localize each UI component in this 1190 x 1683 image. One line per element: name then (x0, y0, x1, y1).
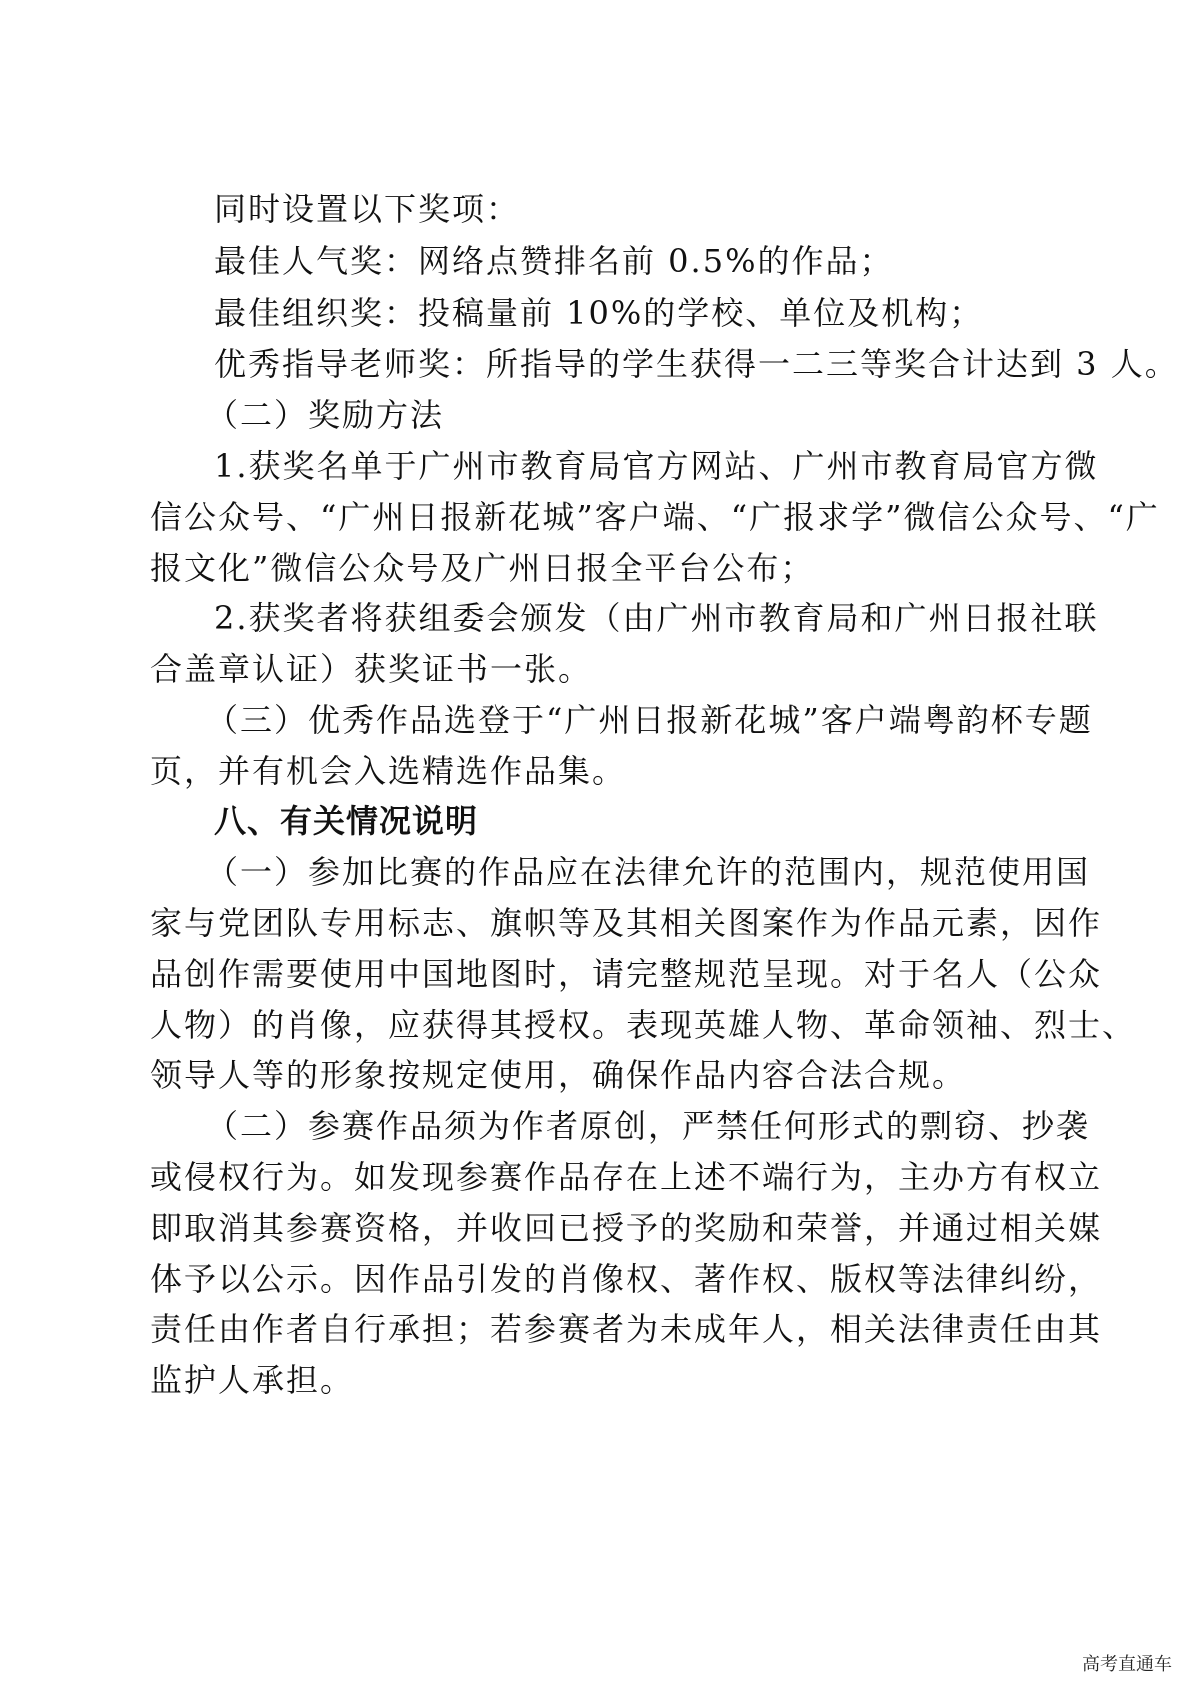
paragraph-line: 领导人等的形象按规定使用，确保作品内容合法合规。 (150, 1056, 967, 1094)
paragraph-line: 信公众号、“广州日报新花城”客户端、“广报求学”微信公众号、“广 (150, 498, 1160, 536)
section-reward-method: （二）奖励方法 (206, 396, 445, 434)
paragraph-line: 页，并有机会入选精选作品集。 (150, 752, 627, 790)
paragraph-line: 品创作需要使用中国地图时，请完整规范呈现。对于名人（公众 (150, 955, 1103, 993)
paragraph-line: （三）优秀作品选登于“广州日报新花城”客户端粤韵杯专题 (206, 701, 1093, 739)
paragraph-line: 即取消其参赛资格，并收回已授予的奖励和荣誉，并通过相关媒 (150, 1209, 1103, 1247)
watermark: 高考直通车 (1082, 1654, 1172, 1675)
paragraph-line: 或侵权行为。如发现参赛作品存在上述不端行为，主办方有权立 (150, 1158, 1103, 1196)
paragraph-line: 家与党团队专用标志、旗帜等及其相关图案作为作品元素，因作 (150, 904, 1103, 942)
section-heading: 八、有关情况说明 (214, 802, 479, 840)
paragraph-line: 2.获奖者将获组委会颁发（由广州市教育局和广州日报社联 (214, 599, 1099, 637)
paragraph-line: （二）参赛作品须为作者原创，严禁任何形式的剽窃、抄袭 (206, 1107, 1091, 1145)
award-intro: 同时设置以下奖项： (214, 190, 521, 228)
teacher-award: 优秀指导老师奖：所指导的学生获得一二三等奖合计达到 3 人。 (214, 345, 1179, 383)
paragraph-line: 人物）的肖像，应获得其授权。表现英雄人物、革命领袖、烈士、 (150, 1006, 1137, 1044)
organization-award: 最佳组织奖：投稿量前 10%的学校、单位及机构； (214, 294, 984, 332)
paragraph-line: 1.获奖名单于广州市教育局官方网站、广州市教育局官方微 (214, 447, 1099, 485)
paragraph-line: 合盖章认证）获奖证书一张。 (150, 650, 593, 688)
popularity-award: 最佳人气奖：网络点赞排名前 0.5%的作品； (214, 242, 894, 280)
paragraph-line: 体予以公示。因作品引发的肖像权、著作权、版权等法律纠纷， (150, 1260, 1103, 1298)
paragraph-line: （一）参加比赛的作品应在法律允许的范围内，规范使用国 (206, 853, 1091, 891)
paragraph-line: 报文化”微信公众号及广州日报全平台公布； (150, 549, 815, 587)
paragraph-line: 监护人承担。 (150, 1361, 355, 1399)
paragraph-line: 责任由作者自行承担；若参赛者为未成年人，相关法律责任由其 (150, 1310, 1103, 1348)
